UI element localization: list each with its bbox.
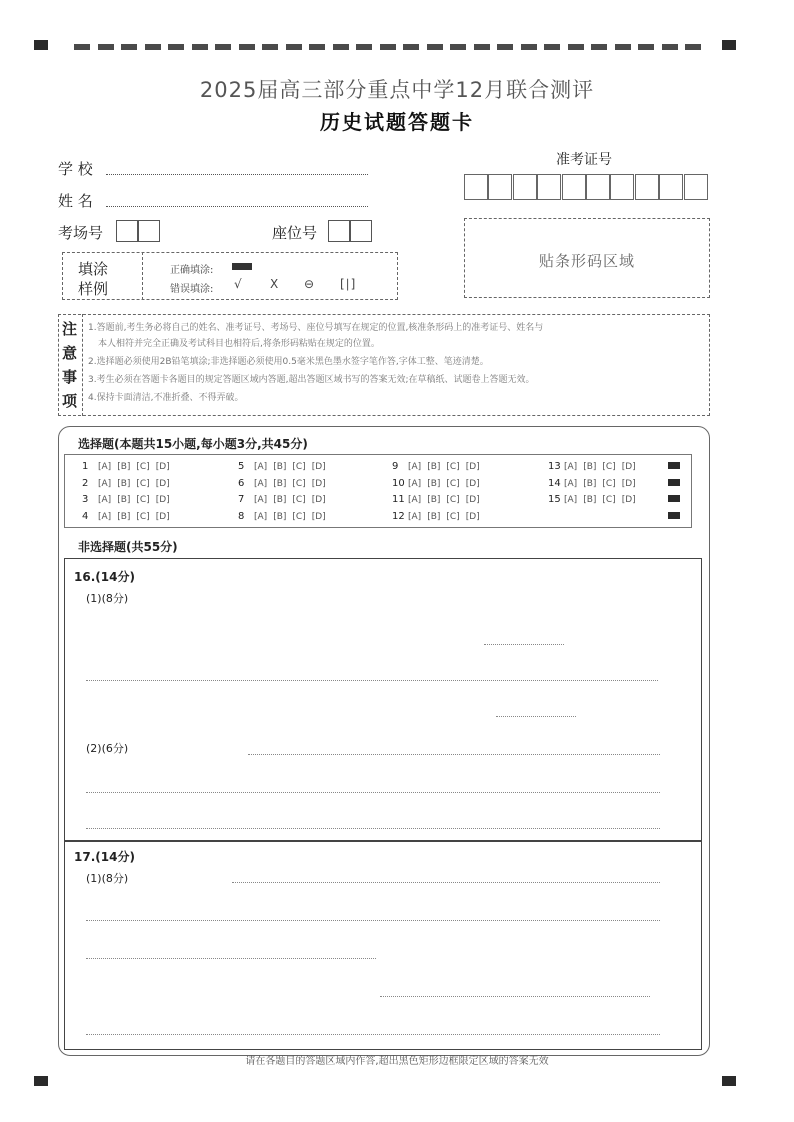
timing-mark (121, 44, 137, 50)
timing-mark (98, 44, 114, 50)
choice-option-a[interactable]: [A] (408, 462, 422, 472)
choice-option-a[interactable]: [A] (98, 462, 112, 472)
timing-mark (239, 44, 255, 50)
notes-title-4: 项 (62, 392, 78, 410)
choice-option-d[interactable]: [D] (155, 478, 170, 489)
choice-option-c[interactable]: [C] (292, 495, 306, 505)
wrong-fill-sample-3: ⊖ (304, 277, 315, 291)
answer-line[interactable] (380, 996, 650, 997)
choice-option-d[interactable]: [D] (155, 462, 170, 472)
wrong-fill-label: 错误填涂: (170, 284, 214, 295)
q17-box (64, 840, 702, 1050)
choice-option-a[interactable]: [A] (408, 478, 422, 489)
choice-question-number: 1 (82, 461, 89, 472)
correct-fill-sample (232, 263, 252, 270)
choice-option-c[interactable]: [C] (602, 478, 616, 489)
choice-question-row (238, 509, 332, 522)
answer-line[interactable] (484, 644, 564, 645)
timing-mark (474, 44, 490, 50)
choice-option-d[interactable]: [D] (465, 495, 480, 505)
choice-question-number: 9 (392, 461, 399, 472)
choice-question-number: 7 (238, 494, 245, 505)
choice-option-b[interactable]: [B] (427, 478, 441, 489)
choice-option-b[interactable]: [B] (427, 462, 441, 472)
choice-question-number: 6 (238, 477, 245, 489)
choice-option-c[interactable]: [C] (446, 495, 460, 505)
row-sync-mark (668, 512, 680, 519)
row-sync-mark (668, 462, 680, 469)
choice-option-b[interactable]: [B] (583, 478, 597, 489)
fill-sample-label-2: 样例 (78, 280, 109, 298)
timing-mark (262, 44, 278, 50)
ticket-digit-box[interactable] (464, 174, 488, 200)
fill-sample-box (62, 252, 398, 300)
choice-question-row (82, 459, 176, 472)
choice-option-d[interactable]: [D] (621, 495, 636, 505)
timing-mark (591, 44, 607, 50)
choice-option-b[interactable]: [B] (117, 462, 131, 472)
choice-question-number: 10 (392, 477, 405, 489)
name-label: 姓 名 (58, 192, 93, 210)
choice-option-c[interactable]: [C] (136, 462, 150, 472)
choice-option-b[interactable]: [B] (273, 478, 287, 489)
nonchoice-section-title: 非选择题(共55分) (78, 540, 178, 554)
choice-option-c[interactable]: [C] (136, 478, 150, 489)
choice-question-row (82, 509, 176, 522)
timing-mark (497, 44, 513, 50)
answer-line[interactable] (86, 792, 660, 793)
timing-mark (685, 44, 701, 50)
timing-mark (192, 44, 208, 50)
q16-part2-label: (2)(6分) (86, 742, 129, 755)
fill-sample-label-1: 填涂 (78, 260, 109, 278)
exam-room-label: 考场号 (58, 224, 104, 242)
choice-question-row (82, 476, 176, 489)
q16-part1-label: (1)(8分) (86, 592, 129, 605)
q16-label: 16.(14分) (74, 570, 135, 584)
correct-fill-label: 正确填涂: (170, 265, 214, 276)
ticket-digit-box[interactable] (684, 174, 708, 200)
notes-line-2: 本人相符并完全正确及考试科目也相符后,将条形码粘贴在规定的位置。 (98, 339, 380, 349)
choice-option-c[interactable]: [C] (136, 511, 150, 522)
choice-option-b[interactable]: [B] (583, 462, 597, 472)
school-field[interactable] (106, 174, 368, 175)
notes-title-2: 意 (62, 344, 78, 362)
choice-question-row (238, 459, 332, 472)
choice-option-d[interactable]: [D] (621, 462, 636, 472)
choice-option-c[interactable]: [C] (292, 511, 306, 522)
choice-section-title: 选择题(本题共15小题,每小题3分,共45分) (78, 437, 308, 451)
choice-option-c[interactable]: [C] (602, 462, 616, 472)
choice-option-a[interactable]: [A] (254, 478, 268, 489)
choice-option-b[interactable]: [B] (273, 462, 287, 472)
ticket-digit-box[interactable] (537, 174, 561, 200)
exam-room-box-2[interactable] (138, 220, 160, 242)
choice-question-number: 13 (548, 461, 561, 472)
choice-option-a[interactable]: [A] (254, 495, 268, 505)
choice-option-b[interactable]: [B] (583, 495, 597, 505)
notes-line-4: 3.考生必须在答题卡各题目的规定答题区域内答题,超出答题区域书写的答案无效;在草稿纸、试题卷上答题无效。 (88, 375, 535, 385)
choice-option-c[interactable]: [C] (602, 495, 616, 505)
choice-option-d[interactable]: [D] (621, 478, 636, 489)
choice-option-b[interactable]: [B] (273, 495, 287, 505)
choice-option-d[interactable]: [D] (155, 495, 170, 505)
choice-option-d[interactable]: [D] (465, 462, 480, 472)
choice-option-c[interactable]: [C] (446, 511, 460, 522)
ticket-digit-box[interactable] (586, 174, 610, 200)
seat-box-2[interactable] (350, 220, 372, 242)
notes-divider (82, 314, 83, 416)
answer-line[interactable] (248, 754, 660, 755)
choice-option-b[interactable]: [B] (117, 478, 131, 489)
q16-box (64, 558, 702, 842)
choice-option-d[interactable]: [D] (465, 511, 480, 522)
timing-mark (544, 44, 560, 50)
q17-part1-label: (1)(8分) (86, 872, 129, 885)
timing-mark (521, 44, 537, 50)
timing-mark (662, 44, 678, 50)
choice-question-number: 3 (82, 494, 89, 505)
choice-option-c[interactable]: [C] (446, 462, 460, 472)
notes-line-5: 4.保持卡面清洁,不准折叠、不得弄破。 (88, 393, 244, 403)
corner-mark-top-right (722, 40, 736, 50)
timing-mark (168, 44, 184, 50)
choice-option-b[interactable]: [B] (427, 511, 441, 522)
ticket-number-label: 准考证号 (556, 152, 612, 168)
choice-question-number: 12 (392, 510, 405, 522)
choice-option-d[interactable]: [D] (311, 478, 326, 489)
choice-option-d[interactable]: [D] (465, 478, 480, 489)
timing-mark (286, 44, 302, 50)
choice-option-d[interactable]: [D] (311, 495, 326, 505)
choice-option-c[interactable]: [C] (292, 462, 306, 472)
ticket-digit-box[interactable] (562, 174, 586, 200)
answer-line[interactable] (86, 828, 660, 829)
answer-line[interactable] (496, 716, 576, 717)
notes-title-3: 事 (62, 368, 78, 386)
ticket-digit-box[interactable] (610, 174, 634, 200)
row-sync-mark (668, 495, 680, 502)
ticket-digit-box[interactable] (659, 174, 683, 200)
choice-question-row (392, 459, 486, 472)
choice-question-number: 4 (82, 510, 89, 522)
corner-mark-bottom-left (34, 1076, 48, 1086)
choice-question-row (82, 492, 176, 505)
choice-option-c[interactable]: [C] (446, 478, 460, 489)
timing-mark (615, 44, 631, 50)
timing-mark (450, 44, 466, 50)
choice-option-d[interactable]: [D] (155, 511, 170, 522)
answer-line[interactable] (86, 958, 376, 959)
timing-mark (309, 44, 325, 50)
wrong-fill-sample-2: X (270, 277, 279, 291)
ticket-digit-box[interactable] (635, 174, 659, 200)
choice-question-number: 8 (238, 510, 245, 522)
corner-mark-bottom-right (722, 1076, 736, 1086)
timing-mark (356, 44, 372, 50)
notes-line-1: 1.答题前,考生务必将自己的姓名、准考证号、考场号、座位号填写在规定的位置,核准条形码上的准考证号、姓名与 (88, 323, 544, 333)
timing-mark (380, 44, 396, 50)
choice-option-d[interactable]: [D] (311, 462, 326, 472)
wrong-fill-sample-4: [∣] (340, 277, 356, 291)
choice-question-number: 5 (238, 461, 245, 472)
fill-sample-divider (142, 252, 143, 300)
choice-option-b[interactable]: [B] (273, 511, 287, 522)
choice-option-a[interactable]: [A] (408, 495, 422, 505)
choice-option-a[interactable]: [A] (98, 495, 112, 505)
notes-line-3: 2.选择题必须使用2B铅笔填涂;非选择题必须使用0.5毫米黑色墨水签字笔作答,字体工整、笔迹清楚。 (88, 357, 489, 367)
timing-mark (333, 44, 349, 50)
ticket-digit-box[interactable] (488, 174, 512, 200)
wrong-fill-sample-1: √ (234, 277, 242, 291)
ticket-digit-box[interactable] (513, 174, 537, 200)
choice-option-a[interactable]: [A] (254, 462, 268, 472)
choice-option-a[interactable]: [A] (254, 511, 268, 522)
exam-room-box-1[interactable] (116, 220, 138, 242)
timing-mark (403, 44, 419, 50)
school-label: 学 校 (58, 160, 93, 178)
choice-option-b[interactable]: [B] (117, 511, 131, 522)
seat-label: 座位号 (272, 224, 318, 242)
corner-mark-top-left (34, 40, 48, 50)
seat-box-1[interactable] (328, 220, 350, 242)
choice-option-a[interactable]: [A] (98, 511, 112, 522)
timing-mark (74, 44, 90, 50)
choice-option-c[interactable]: [C] (136, 495, 150, 505)
choice-option-c[interactable]: [C] (292, 478, 306, 489)
footer-warning: 请在各题目的答题区域内作答,超出黑色矩形边框限定区域的答案无效 (245, 1056, 549, 1067)
exam-title: 2025届高三部分重点中学12月联合测评 (199, 78, 595, 102)
answer-line[interactable] (232, 882, 660, 883)
choice-question-row (548, 459, 642, 472)
choice-option-a[interactable]: [A] (408, 511, 422, 522)
choice-option-a[interactable]: [A] (564, 478, 578, 489)
timing-mark (145, 44, 161, 50)
choice-option-d[interactable]: [D] (311, 511, 326, 522)
choice-option-a[interactable]: [A] (98, 478, 112, 489)
choice-question-row (392, 492, 486, 505)
answer-line[interactable] (86, 920, 660, 921)
choice-question-row (548, 476, 642, 489)
timing-mark (427, 44, 443, 50)
choice-question-number: 11 (392, 494, 405, 505)
timing-mark (638, 44, 654, 50)
choice-question-row (238, 476, 332, 489)
choice-question-number: 15 (548, 494, 561, 505)
choice-question-row (548, 492, 642, 505)
timing-mark (215, 44, 231, 50)
name-field[interactable] (106, 206, 368, 207)
choice-question-row (392, 476, 486, 489)
choice-question-row (238, 492, 332, 505)
choice-question-row (392, 509, 486, 522)
choice-option-b[interactable]: [B] (427, 495, 441, 505)
q17-label: 17.(14分) (74, 850, 135, 864)
card-title: 历史试题答题卡 (320, 110, 474, 134)
choice-option-b[interactable]: [B] (117, 495, 131, 505)
notes-title-1: 注 (62, 320, 78, 338)
answer-line[interactable] (86, 1034, 660, 1035)
choice-question-number: 14 (548, 477, 561, 489)
row-sync-mark (668, 479, 680, 486)
choice-option-a[interactable]: [A] (564, 495, 578, 505)
timing-mark (568, 44, 584, 50)
answer-line[interactable] (86, 680, 658, 681)
choice-question-number: 2 (82, 477, 89, 489)
barcode-area-label: 贴条形码区域 (538, 252, 635, 270)
choice-option-a[interactable]: [A] (564, 462, 578, 472)
